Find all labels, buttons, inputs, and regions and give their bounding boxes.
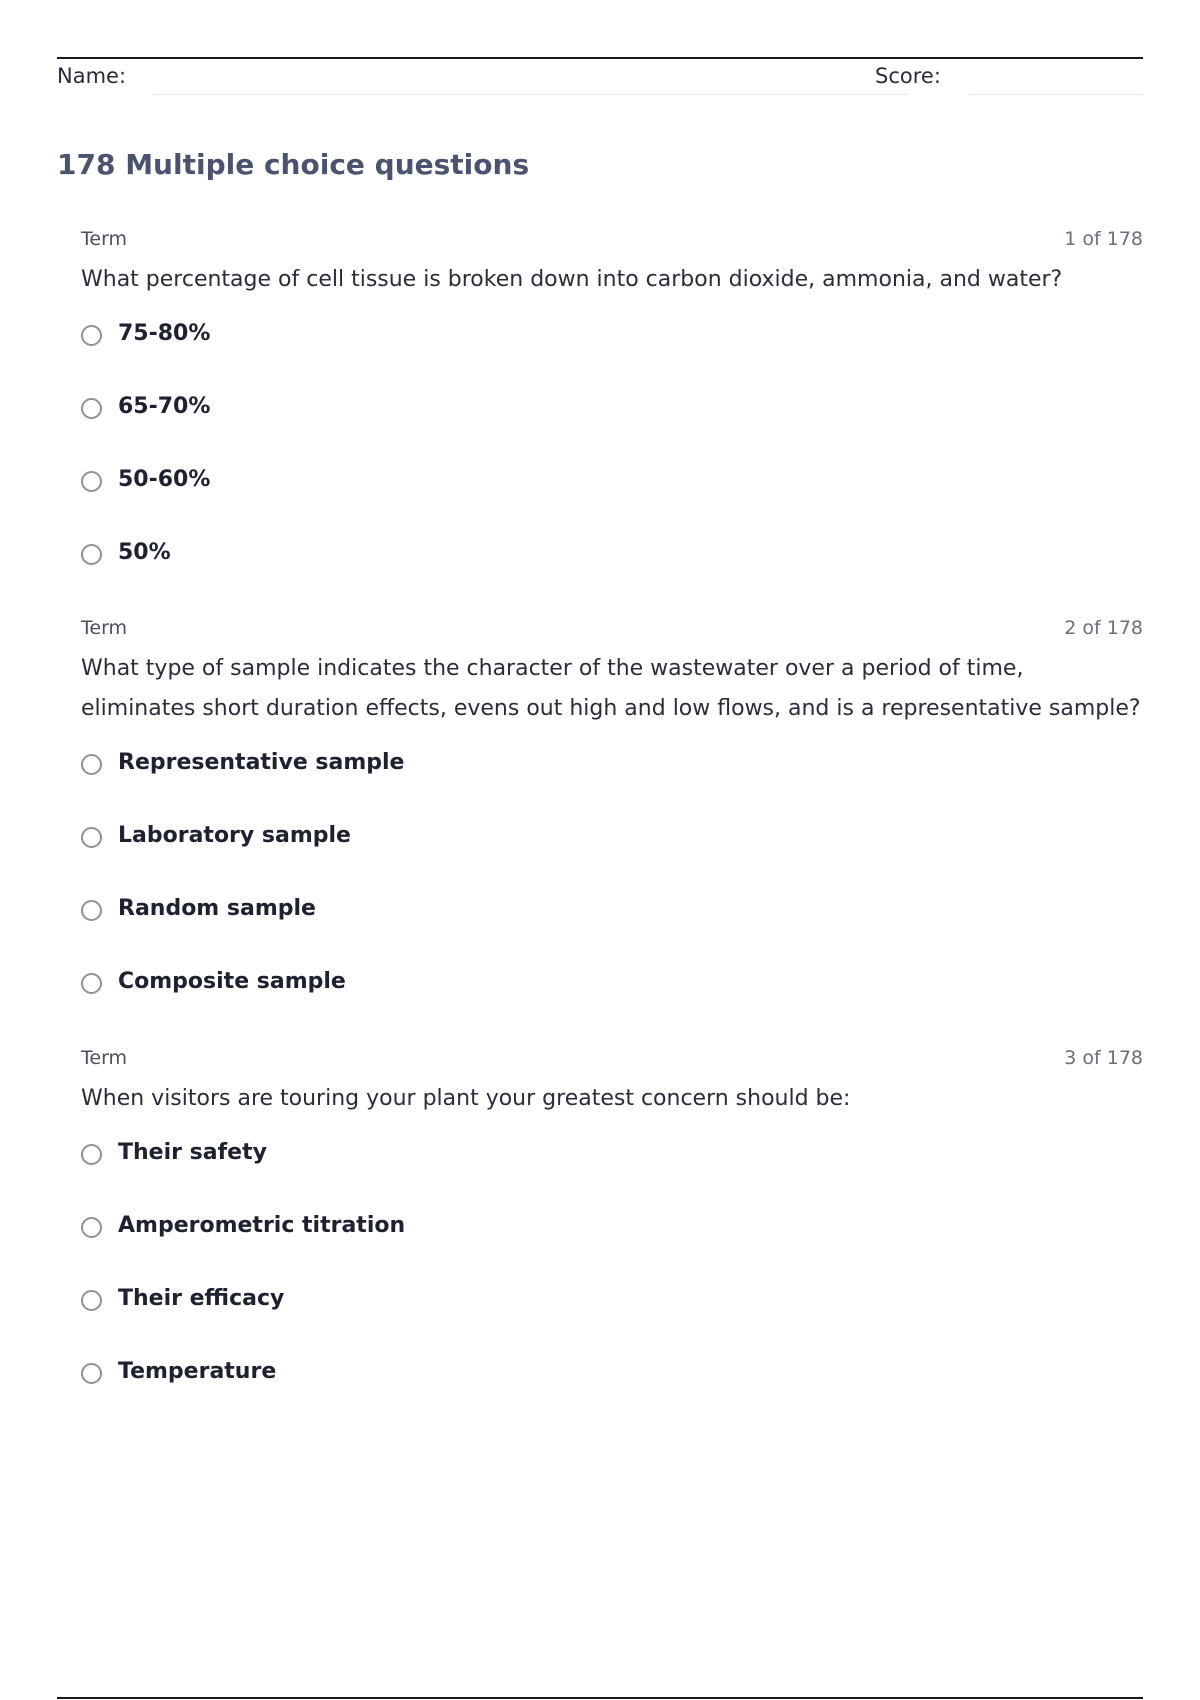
- answer-option[interactable]: [81, 310, 1143, 383]
- answer-options: [81, 310, 1143, 602]
- bottom-divider: [57, 1697, 1143, 1699]
- answer-option[interactable]: [81, 885, 1143, 958]
- question-2: [81, 617, 1143, 1031]
- name-label: Name:: [57, 64, 127, 88]
- radio-button-icon[interactable]: [81, 754, 102, 775]
- answer-option[interactable]: [81, 383, 1143, 456]
- name-input-line[interactable]: [153, 94, 907, 95]
- answer-options: [81, 1129, 1143, 1421]
- question-1: [81, 228, 1143, 602]
- question-text: What type of sample indicates the character of the wastewater over a period of time, eliminates short duration effects, evens out high and low flows, and is a representative sample?: [81, 656, 1141, 721]
- question-text: When visitors are touring your plant your greatest concern should be:: [81, 1086, 851, 1111]
- answer-option-label: Their efficacy: [118, 1286, 285, 1311]
- answer-option-label: Amperometric titration: [118, 1213, 406, 1238]
- question-header: [81, 1047, 1143, 1073]
- answer-option-label: 75-80%: [118, 321, 211, 346]
- radio-button-icon[interactable]: [81, 900, 102, 921]
- answer-option-label: Laboratory sample: [118, 823, 351, 848]
- answer-option-label: Random sample: [118, 896, 316, 921]
- question-kind: Term: [81, 228, 128, 250]
- top-divider: [57, 57, 1143, 59]
- radio-button-icon[interactable]: [81, 1217, 102, 1238]
- page-title: 178 Multiple choice questions: [57, 148, 530, 181]
- answer-options: [81, 739, 1143, 1031]
- answer-option[interactable]: [81, 739, 1143, 812]
- radio-button-icon[interactable]: [81, 1363, 102, 1384]
- radio-button-icon[interactable]: [81, 827, 102, 848]
- answer-option-label: Temperature: [118, 1359, 277, 1384]
- answer-option[interactable]: [81, 1202, 1143, 1275]
- answer-option[interactable]: [81, 456, 1143, 529]
- question-header: [81, 228, 1143, 254]
- answer-option[interactable]: [81, 812, 1143, 885]
- answer-option[interactable]: [81, 529, 1143, 602]
- question-header: [81, 617, 1143, 643]
- answer-option[interactable]: [81, 958, 1143, 1031]
- radio-button-icon[interactable]: [81, 544, 102, 565]
- question-counter: 3 of 178: [1064, 1047, 1143, 1069]
- radio-button-icon[interactable]: [81, 1144, 102, 1165]
- answer-option-label: 50-60%: [118, 467, 211, 492]
- answer-option-label: 50%: [118, 540, 171, 565]
- question-kind: Term: [81, 1047, 128, 1069]
- radio-button-icon[interactable]: [81, 398, 102, 419]
- worksheet-header: [57, 62, 1143, 98]
- answer-option[interactable]: [81, 1129, 1143, 1202]
- question-counter: 1 of 178: [1064, 228, 1143, 250]
- score-label: Score:: [875, 64, 941, 88]
- answer-option-label: 65-70%: [118, 394, 211, 419]
- radio-button-icon[interactable]: [81, 471, 102, 492]
- radio-button-icon[interactable]: [81, 1290, 102, 1311]
- score-input-line[interactable]: [969, 94, 1143, 95]
- question-counter: 2 of 178: [1064, 617, 1143, 639]
- answer-option-label: Representative sample: [118, 750, 405, 775]
- answer-option-label: Their safety: [118, 1140, 267, 1165]
- question-kind: Term: [81, 617, 128, 639]
- radio-button-icon[interactable]: [81, 973, 102, 994]
- answer-option-label: Composite sample: [118, 969, 346, 994]
- question-text: What percentage of cell tissue is broken down into carbon dioxide, ammonia, and water?: [81, 267, 1063, 292]
- question-3: [81, 1047, 1143, 1421]
- answer-option[interactable]: [81, 1348, 1143, 1421]
- answer-option[interactable]: [81, 1275, 1143, 1348]
- radio-button-icon[interactable]: [81, 325, 102, 346]
